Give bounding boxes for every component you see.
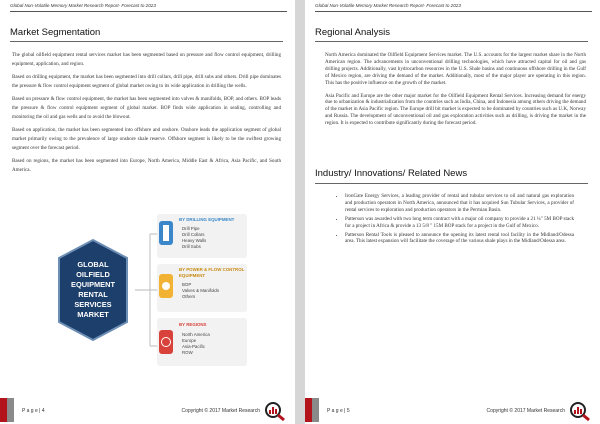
list-item: • IronGate Energy Services, a leading provider of rental and tubular services to oil and natural gas exploration and production operators in North America, announced that it has acquired Sun Tubular Services, a provider of rental services to exploration and production operators in the Permian Basin. (345, 193, 574, 214)
copyright: Copyright © 2017 Market Research (181, 408, 260, 414)
paragraph: Based on regions, the market has been segmented into Europe, North America, Middle East & Africa, Asia Pacific, and South America. (12, 158, 281, 174)
footer-accent (305, 398, 312, 422)
copyright: Copyright © 2017 Market Research (486, 408, 565, 414)
news-title: Industry/ Innovations/ Related News (315, 168, 468, 179)
section-rule (315, 41, 588, 42)
section-rule (315, 183, 588, 184)
segment-item: Drill Pipe (182, 226, 200, 231)
segmentation-text (12, 51, 281, 179)
center-line: MARKET (77, 310, 109, 319)
header-rule (315, 11, 592, 12)
segment-title: BY REGIONS (179, 322, 207, 327)
footer-accent (7, 398, 14, 422)
segment-item: Europe (182, 338, 197, 343)
center-line: OILFIELD (76, 270, 110, 279)
left-page (0, 0, 295, 424)
segmentation-infographic (55, 212, 250, 368)
segment-item: North America (182, 332, 210, 337)
segment-item: Others (182, 294, 196, 299)
paragraph: Based on pressure & flow control equipment, the market has been segmented into valves & manifolds, BOP, and others. BOP leads the pressure & flow control equipment segment of global market. BOP finds wide application in sealing, controlling and monitoring the oil and gas wells and to avoid the blowout. (12, 95, 281, 121)
segment-item: ROW (182, 350, 193, 355)
segment-item: Drill Subs (182, 244, 201, 249)
segment-item: BOP (182, 282, 192, 287)
segment-item: Asia-Pacific (182, 344, 205, 349)
segment-item: Valves & Manifolds (182, 288, 220, 293)
page-number: P a g e | 5 (327, 408, 350, 414)
paragraph: North America dominated the Oilfield Equipment Services market. The U.S. accounts for the largest market share in the North American region. The advancements in unconventional drilling technologies, which have attracted capital for oil and gas drilling projects. Additionally, vast hydrocarbon resources in the U.S. Shale basins and continuous offshore drilling in the Gulf of Mexico region, are driving the demand of the market. Additionally, most of the major player are operating in this region. This has the positive influence on the growth of the market. (325, 52, 586, 86)
magnifier-logo-icon (263, 401, 287, 421)
segment-item: Heavy Walls (182, 238, 207, 243)
section-title: Regional Analysis (315, 27, 390, 38)
page-footer (0, 398, 295, 424)
header-rule (10, 11, 287, 12)
page-footer (305, 398, 600, 424)
footer-accent (312, 398, 319, 422)
page-number: P a g e | 4 (22, 408, 45, 414)
list-item: • Patterson was awarded with two long term contract with a major oil company to provide a 21 ¼" 5M BOP stack for a project in Africa & provide a 13 5/8 " 15M BOP stack for a project in the Gulf of Mexico. (345, 216, 574, 230)
section-title: Market Segmentation (10, 27, 101, 38)
news-list (325, 193, 574, 247)
paragraph: Based on application, the market has been segmented into offshore and onshore. Onshore leads the application segment of global market primarily owing to the prevalence of large onshore shale reserve. Offshore segment is likely to be the swiftest growing segment over the forecast period. (12, 126, 281, 152)
section-rule (10, 41, 283, 42)
paragraph: Asia Pacific and Europe are the other major market for the Oilfield Equipment Rental Services. Increasing demand for energy due to urbanization & industrialization from the countries such as India, China, and Indonesia among others driving the demand of the market in Asia Pacific region. The Europe drill bit market is expected to be dominated by countries such as U.K, Norway and Russia. The development of unconventional oil and gas exploration activities such as drilling, is driving the market in the region. It is expected to contribute significantly during the forecast period. (325, 92, 586, 127)
regional-text (325, 52, 586, 133)
segment-title: BY POWER & FLOW CONTROL (179, 267, 245, 272)
segment-title: EQUIPMENT (179, 273, 206, 278)
right-page (305, 0, 600, 424)
magnifier-logo-icon (568, 401, 592, 421)
list-item: • Patterson Rental Tools is pleased to announce the opening its latest rental tool facility in the Midland/Odessa area. This latest expansion will facilitate the coverage of the various shale plays in the Midland/Odessa area. (345, 232, 574, 246)
footer-accent (0, 398, 7, 422)
paragraph: The global oilfield equipment rental services market has been segmented based on pressure and flow control equipment, drilling equipment, application, and region. (12, 52, 281, 68)
center-line: EQUIPMENT (71, 280, 115, 289)
running-header: Global Non-Volatile Memory Market Research Report- Forecast to 2023 (315, 3, 461, 8)
running-header: Global Non-Volatile Memory Market Research Report- Forecast to 2023 (10, 3, 156, 8)
paragraph: Based on drilling equipment, the market has been segmented into drill collars, drill pipe, drill subs and others. Drill pipe dominates the pressure & flow control equipment segment of global market owing to its wide application in drilling the wells. (12, 73, 281, 90)
segment-title: BY DRILLING EQUIPMENT (179, 217, 235, 222)
center-line: RENTAL (78, 290, 108, 299)
center-line: SERVICES (74, 300, 112, 309)
center-line: GLOBAL (77, 260, 109, 269)
segment-item: Drill Collars (182, 232, 205, 237)
